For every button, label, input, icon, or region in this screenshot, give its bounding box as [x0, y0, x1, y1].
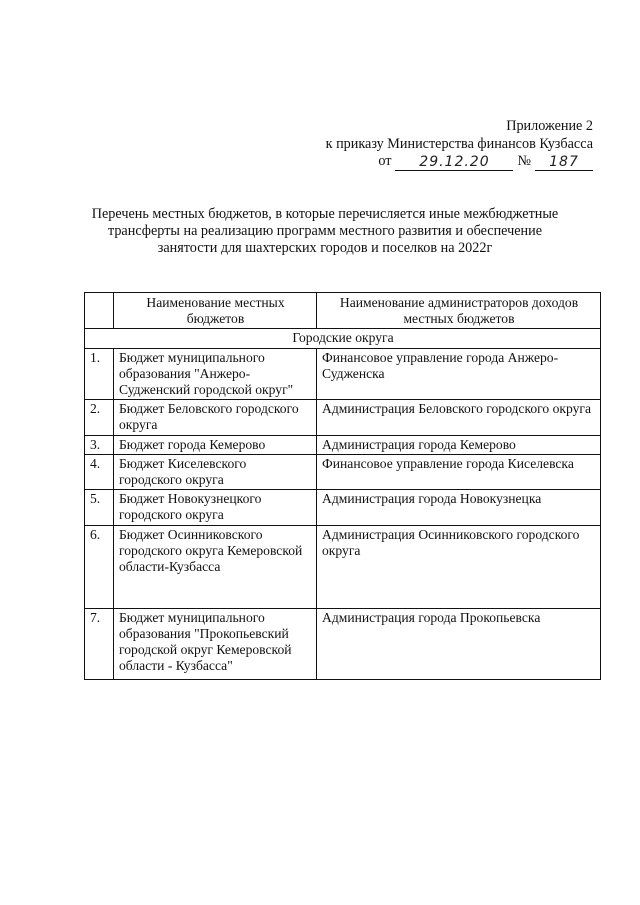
row-number: 5.: [85, 490, 114, 525]
header-number: [85, 293, 114, 329]
title-line-1: Перечень местных бюджетов, в которые перечисляется иные межбюджетные: [91, 206, 559, 222]
order-date-number: [378, 153, 593, 171]
row-admin: Администрация города Кемерово: [317, 435, 601, 454]
row-number: 4.: [85, 454, 114, 489]
order-date-handwritten: 29.12.20: [395, 155, 513, 171]
header-budget-name: Наименование местных бюджетов: [114, 293, 317, 329]
number-label: №: [517, 153, 531, 169]
header-admin-name: Наименование администраторов доходов местных бюджетов: [317, 293, 601, 329]
row-budget: Бюджет муниципального образования "Прокопьевский городской округ Кемеровской области - Кузбасса": [114, 608, 317, 679]
row-number: 1.: [85, 348, 114, 400]
title-line-3: занятости для шахтерских городов и поселков на 2022г: [157, 240, 493, 256]
table-row: [85, 525, 601, 608]
table-row: [85, 400, 601, 435]
table-row: [85, 490, 601, 525]
table-row: [85, 608, 601, 679]
budgets-table: [84, 292, 601, 680]
title-line-2: трансферты на реализацию программ местного развития и обеспечение: [107, 223, 543, 239]
appendix-header: [326, 118, 593, 171]
from-label: от: [378, 153, 392, 169]
row-budget: Бюджет Осинниковского городского округа Кемеровской области-Кузбасса: [114, 525, 317, 608]
row-budget: Бюджет города Кемерово: [114, 435, 317, 454]
row-admin: Администрация города Новокузнецка: [317, 490, 601, 525]
section-label: Городские округа: [85, 329, 601, 348]
row-admin: Финансовое управление города Киселевска: [317, 454, 601, 489]
row-admin: Финансовое управление города Анжеро-Судженска: [317, 348, 601, 400]
row-number: 3.: [85, 435, 114, 454]
document-title: [60, 206, 590, 257]
section-row: [85, 329, 601, 348]
row-number: 2.: [85, 400, 114, 435]
row-number: 7.: [85, 608, 114, 679]
row-admin: Администрация Осинниковского городского округа: [317, 525, 601, 608]
row-budget: Бюджет муниципального образования "Анжеро-Судженский городской округ": [114, 348, 317, 400]
order-reference: к приказу Министерства финансов Кузбасса: [325, 135, 593, 152]
row-budget: Бюджет Беловского городского округа: [114, 400, 317, 435]
table-row: [85, 454, 601, 489]
row-budget: Бюджет Новокузнецкого городского округа: [114, 490, 317, 525]
table-row: [85, 348, 601, 400]
table-header-row: [85, 293, 601, 329]
order-number-handwritten: 187: [535, 155, 593, 171]
table-row: [85, 435, 601, 454]
row-admin: Администрация Беловского городского округа: [317, 400, 601, 435]
appendix-label: Приложение 2: [506, 118, 593, 134]
row-admin: Администрация города Прокопьевска: [317, 608, 601, 679]
row-budget: Бюджет Киселевского городского округа: [114, 454, 317, 489]
row-number: 6.: [85, 525, 114, 608]
